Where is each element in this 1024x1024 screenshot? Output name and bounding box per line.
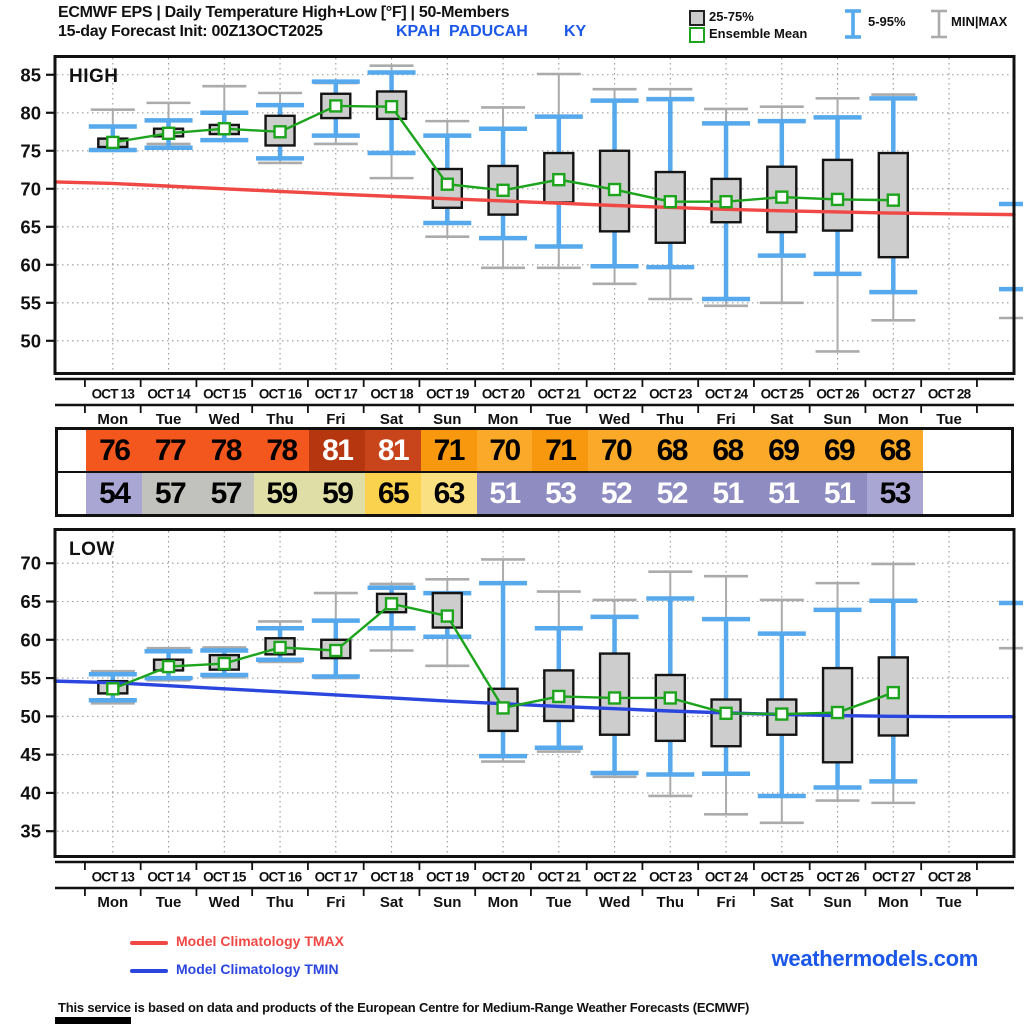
svg-text:Tue: Tue <box>155 894 182 910</box>
svg-text:Fri: Fri <box>716 894 736 910</box>
svg-text:70: 70 <box>20 178 41 200</box>
svg-text:OCT 27: OCT 27 <box>872 869 915 885</box>
low-temp-cell: 53 <box>532 473 588 514</box>
legend-mean-label: Ensemble Mean <box>709 26 808 41</box>
svg-text:Mon: Mon <box>877 894 909 910</box>
svg-text:OCT 13: OCT 13 <box>91 869 135 885</box>
high-temp-cell: 70 <box>588 430 644 471</box>
svg-text:40: 40 <box>20 782 41 804</box>
svg-text:Wed: Wed <box>208 411 241 427</box>
high-temp-cell: 68 <box>867 430 923 471</box>
low-temp-cell: 51 <box>811 473 867 514</box>
low-temp-cell: 52 <box>588 473 644 514</box>
svg-text:Sun: Sun <box>823 894 852 910</box>
low-temp-cell: 51 <box>477 473 533 514</box>
page-title: ECMWF EPS | Daily Temperature High+Low [°F] | 50-Members <box>58 4 510 21</box>
svg-text:50: 50 <box>20 330 41 352</box>
svg-text:55: 55 <box>20 667 41 689</box>
svg-text:OCT 14: OCT 14 <box>147 386 190 402</box>
svg-text:OCT 17: OCT 17 <box>314 869 358 885</box>
tmax-climatology-line-icon <box>130 941 168 945</box>
svg-text:Sat: Sat <box>379 411 404 427</box>
station-state: KY <box>564 23 587 40</box>
svg-text:Wed: Wed <box>598 894 631 910</box>
svg-text:OCT 19: OCT 19 <box>426 386 469 402</box>
high-temperature-chart <box>0 55 1024 375</box>
svg-text:85: 85 <box>20 64 41 86</box>
svg-text:35: 35 <box>20 820 41 842</box>
high-temp-cell: 69 <box>811 430 867 471</box>
ecmwf-attribution-text: This service is based on data and products of the European Centre for Medium-Range Weather Forecasts (ECMWF) <box>58 1000 750 1015</box>
svg-text:Sun: Sun <box>433 894 462 910</box>
high-temp-cell: 76 <box>86 430 142 471</box>
svg-text:OCT 15: OCT 15 <box>203 869 246 885</box>
svg-text:OCT 15: OCT 15 <box>203 386 246 402</box>
forecast-init-label: 15-day Forecast Init: 00Z13OCT2025 <box>58 23 323 40</box>
high-temp-cell: 78 <box>198 430 254 471</box>
svg-text:OCT 23: OCT 23 <box>649 869 692 885</box>
svg-text:OCT 21: OCT 21 <box>537 869 581 885</box>
svg-text:OCT 26: OCT 26 <box>816 386 859 402</box>
low-temp-row <box>58 473 1011 514</box>
high-temp-cell: 81 <box>309 430 365 471</box>
high-temp-cell: 71 <box>421 430 477 471</box>
svg-text:55: 55 <box>20 292 41 314</box>
tmax-climatology-label: Model Climatology TMAX <box>176 933 344 949</box>
svg-text:OCT 20: OCT 20 <box>481 386 525 402</box>
svg-text:80: 80 <box>20 102 41 124</box>
svg-text:Fri: Fri <box>326 894 346 910</box>
high-temp-cell: 78 <box>254 430 310 471</box>
svg-text:OCT 21: OCT 21 <box>537 386 581 402</box>
high-temp-cell: 68 <box>700 430 756 471</box>
svg-text:OCT 13: OCT 13 <box>91 386 135 402</box>
svg-text:Sun: Sun <box>823 411 852 427</box>
high-temp-row <box>58 430 1011 473</box>
svg-text:45: 45 <box>20 744 41 766</box>
svg-text:Tue: Tue <box>155 411 182 427</box>
svg-text:Mon: Mon <box>97 894 129 910</box>
svg-text:Sat: Sat <box>379 894 404 910</box>
svg-text:60: 60 <box>20 629 41 651</box>
svg-text:OCT 17: OCT 17 <box>314 386 358 402</box>
low-temp-cell: 51 <box>755 473 811 514</box>
low-temperature-chart <box>0 528 1024 858</box>
high-temp-cell: 70 <box>477 430 533 471</box>
high-temp-cell: 71 <box>532 430 588 471</box>
low-temp-cell: 59 <box>254 473 310 514</box>
svg-text:OCT 16: OCT 16 <box>258 386 302 402</box>
svg-text:OCT 16: OCT 16 <box>258 869 302 885</box>
svg-text:Sun: Sun <box>433 411 462 427</box>
svg-text:Mon: Mon <box>97 411 129 427</box>
svg-text:OCT 19: OCT 19 <box>426 869 469 885</box>
svg-text:Mon: Mon <box>487 411 519 427</box>
high-temp-cell: 77 <box>142 430 198 471</box>
svg-text:Thu: Thu <box>656 411 685 427</box>
svg-text:Mon: Mon <box>877 411 909 427</box>
svg-text:Thu: Thu <box>656 894 685 910</box>
svg-text:OCT 23: OCT 23 <box>649 386 692 402</box>
svg-text:Sat: Sat <box>770 894 794 910</box>
legend-box-label: 25-75% <box>709 9 754 24</box>
svg-text:Sat: Sat <box>770 411 794 427</box>
weathermodels-logo: weathermodels.com <box>771 946 978 971</box>
svg-text:Tue: Tue <box>546 894 572 910</box>
low-temp-cell: 51 <box>700 473 756 514</box>
high-temp-cell: 69 <box>755 430 811 471</box>
svg-text:OCT 20: OCT 20 <box>481 869 525 885</box>
legend-minmax-label: MIN|MAX <box>951 14 1008 29</box>
tmin-climatology-line-icon <box>130 969 168 973</box>
daily-temperature-table <box>55 427 1014 517</box>
low-temp-cell: 59 <box>309 473 365 514</box>
svg-text:Fri: Fri <box>326 411 346 427</box>
svg-text:Tue: Tue <box>936 894 962 910</box>
svg-text:75: 75 <box>20 140 41 162</box>
svg-text:OCT 25: OCT 25 <box>760 386 804 402</box>
low-temp-cell: 53 <box>867 473 923 514</box>
svg-text:OCT 24: OCT 24 <box>704 386 748 402</box>
whisker-5-95-icon <box>843 7 863 41</box>
ensemble-mean-swatch-icon <box>689 27 705 43</box>
svg-text:OCT 18: OCT 18 <box>370 869 413 885</box>
svg-text:OCT 18: OCT 18 <box>370 386 413 402</box>
svg-text:65: 65 <box>20 216 41 238</box>
svg-text:OCT 26: OCT 26 <box>816 869 859 885</box>
tmin-climatology-label: Model Climatology TMIN <box>176 961 339 977</box>
page-edge-artifact <box>55 1017 131 1024</box>
svg-text:OCT 22: OCT 22 <box>593 869 636 885</box>
whisker-minmax-icon <box>929 7 949 41</box>
svg-text:Tue: Tue <box>546 411 572 427</box>
svg-text:65: 65 <box>20 591 41 613</box>
x-axis-strip-bottom <box>0 860 1024 910</box>
svg-text:LOW: LOW <box>69 539 115 560</box>
low-temp-cell: 57 <box>198 473 254 514</box>
svg-text:HIGH: HIGH <box>69 66 119 87</box>
low-temp-cell: 57 <box>142 473 198 514</box>
svg-text:Wed: Wed <box>598 411 631 427</box>
low-temp-cell: 65 <box>365 473 421 514</box>
svg-text:Tue: Tue <box>936 411 962 427</box>
svg-text:70: 70 <box>20 552 41 574</box>
svg-text:Mon: Mon <box>487 894 519 910</box>
high-temp-cell: 81 <box>365 430 421 471</box>
svg-text:OCT 22: OCT 22 <box>593 386 636 402</box>
svg-text:OCT 27: OCT 27 <box>872 386 915 402</box>
high-temp-cell: 68 <box>644 430 700 471</box>
svg-text:Thu: Thu <box>266 411 294 427</box>
low-temp-cell: 63 <box>421 473 477 514</box>
svg-text:Thu: Thu <box>266 894 294 910</box>
low-temp-cell: 52 <box>644 473 700 514</box>
svg-text:Wed: Wed <box>208 894 241 910</box>
box-25-75-swatch-icon <box>689 10 705 26</box>
svg-text:OCT 14: OCT 14 <box>147 869 190 885</box>
svg-text:Fri: Fri <box>716 411 736 427</box>
x-axis-strip-top <box>0 377 1024 427</box>
svg-text:60: 60 <box>20 254 41 276</box>
svg-text:OCT 25: OCT 25 <box>760 869 804 885</box>
svg-text:OCT 24: OCT 24 <box>704 869 748 885</box>
svg-text:OCT 28: OCT 28 <box>927 869 971 885</box>
station-name: KPAH PADUCAH <box>396 23 528 40</box>
svg-text:50: 50 <box>20 705 41 727</box>
legend-p595-label: 5-95% <box>868 14 906 29</box>
low-temp-cell: 54 <box>86 473 142 514</box>
svg-text:OCT 28: OCT 28 <box>927 386 971 402</box>
